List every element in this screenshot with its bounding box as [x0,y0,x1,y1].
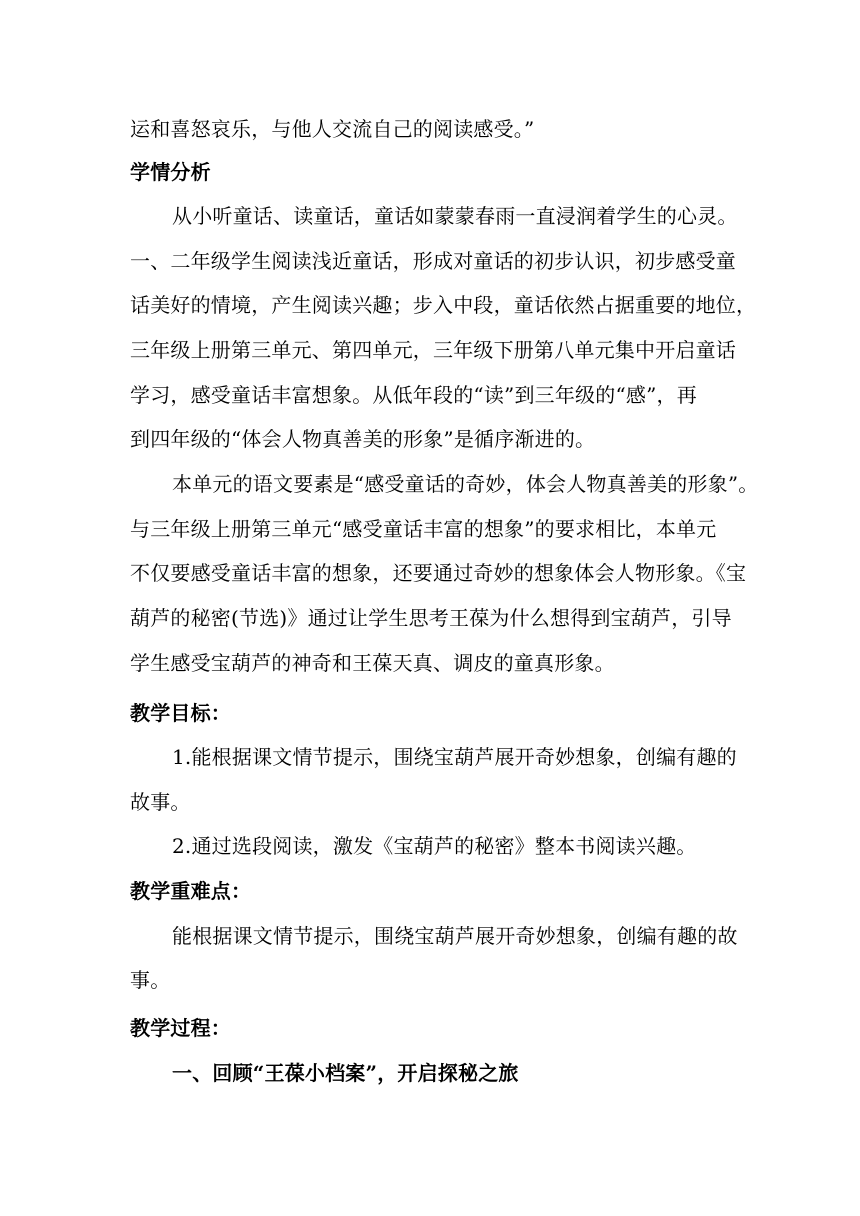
paragraph-line: 从小听童话、读童话，童话如蒙蒙春雨一直浸润着学生的心灵。 [172,204,738,228]
paragraph-line: 葫芦的秘密(节选)》通过让学生思考王葆为什么想得到宝葫芦，引导 [130,606,732,630]
paragraph-line: 本单元的语文要素是“感受童话的奇妙，体会人物真善美的形象”。 [172,472,759,496]
goal-item: 2.通过选段阅读，激发《宝葫芦的秘密》整本书阅读兴趣。 [172,834,697,858]
paragraph-line: 故事。 [130,790,191,814]
section-heading-teaching-goals: 教学目标： [130,701,231,725]
paragraph-line: 能根据课文情节提示，围绕宝葫芦展开奇妙想象，创编有趣的故 [172,924,738,948]
paragraph-line: 运和喜怒哀乐，与他人交流自己的阅读感受。” [130,117,535,141]
paragraph-line: 学生感受宝葫芦的神奇和王葆天真、调皮的童真形象。 [130,651,615,675]
paragraph-line: 与三年级上册第三单元“感受童话丰富的想象”的要求相比，本单元 [130,517,717,541]
paragraph-line: 学习，感受童话丰富想象。从低年段的“读”到三年级的“感”，再 [130,383,697,407]
paragraph-line: 话美好的情境，产生阅读兴趣；步入中段，童话依然占据重要的地位， [130,293,757,317]
section-heading-teaching-process: 教学过程： [130,1016,231,1040]
paragraph-line: 不仅要感受童话丰富的想象，还要通过奇妙的想象体会人物形象。《宝 [130,561,747,585]
goal-item: 1.能根据课文情节提示，围绕宝葫芦展开奇妙想象，创编有趣的 [172,745,737,769]
paragraph-line: 到四年级的“体会人物真善美的形象”是循序渐进的。 [130,427,596,451]
section-heading-key-difficulties: 教学重难点： [130,879,252,903]
paragraph-line: 三年级上册第三单元、第四单元，三年级下册第八单元集中开启童话 [130,338,736,362]
paragraph-line: 事。 [130,968,171,992]
section-heading-learning-analysis: 学情分析 [130,160,211,184]
paragraph-line: 一、二年级学生阅读浅近童话，形成对童话的初步认识，初步感受童 [130,249,736,273]
process-step-heading: 一、回顾“王葆小档案”，开启探秘之旅 [172,1061,519,1085]
